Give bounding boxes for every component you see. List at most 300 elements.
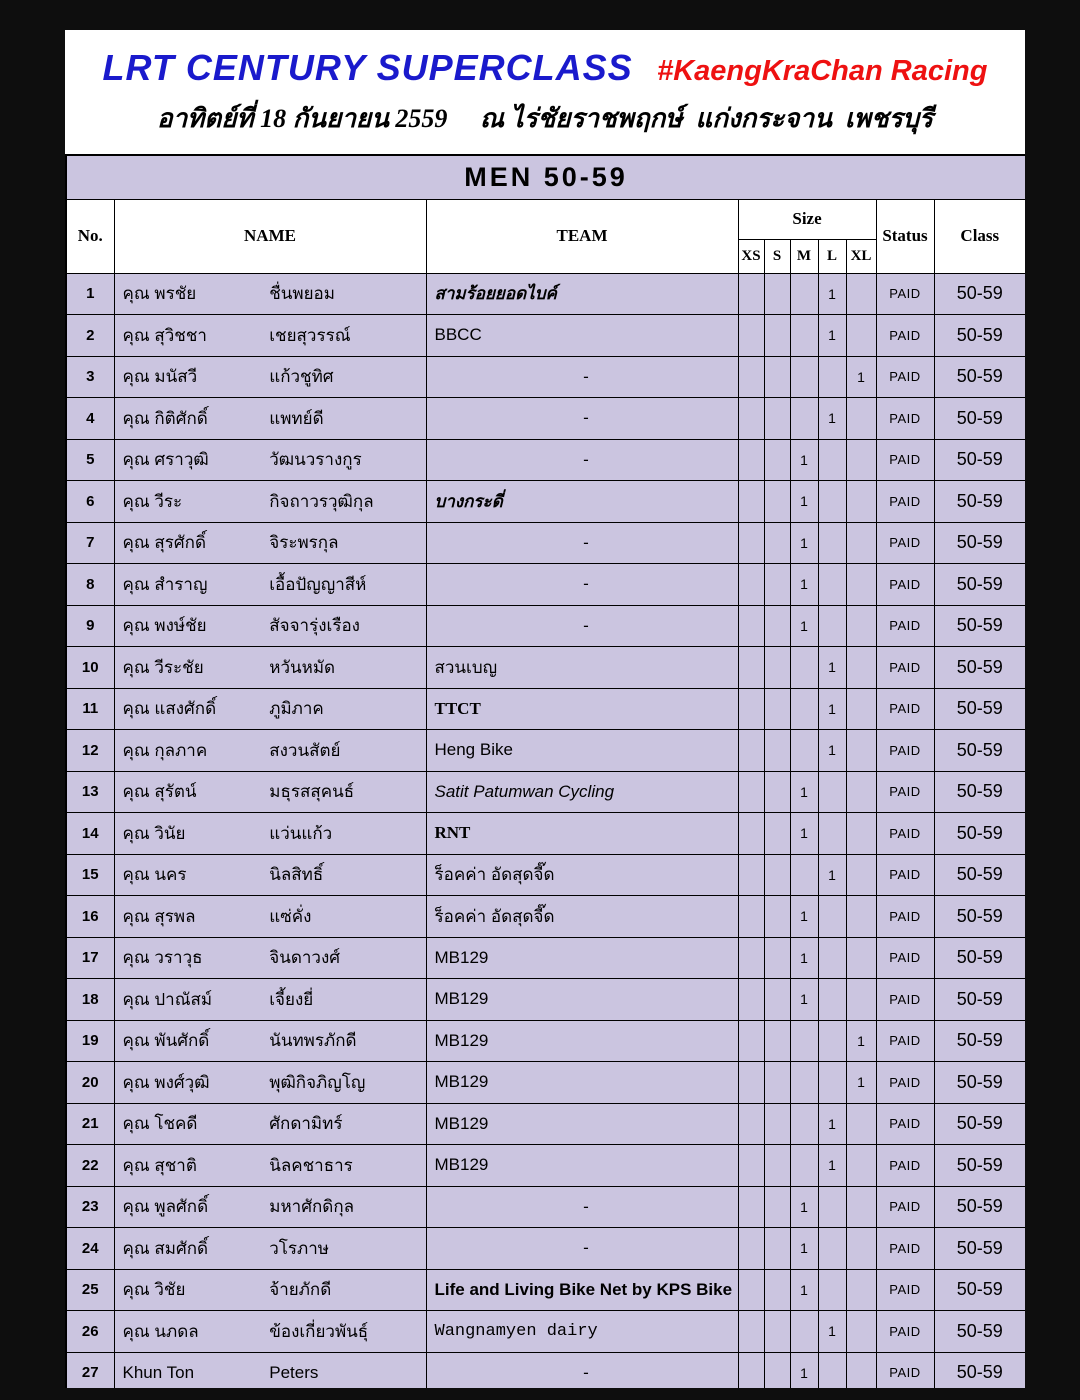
size-m-cell xyxy=(790,273,818,315)
row-number: 3 xyxy=(66,356,114,398)
column-header-size-xl: XL xyxy=(846,239,876,273)
rider-name-cell xyxy=(114,605,426,647)
rider-first-name: คุณ วีระ xyxy=(122,491,183,511)
size-xl-cell: 1 xyxy=(846,1062,876,1104)
size-m-cell: 1 xyxy=(790,771,818,813)
rider-name-cell xyxy=(114,1186,426,1228)
class-cell: 50-59 xyxy=(934,1311,1025,1353)
rider-last-name: ชื่นพยอม xyxy=(269,284,335,304)
row-number: 14 xyxy=(66,813,114,855)
size-l-cell xyxy=(818,605,846,647)
size-s-cell xyxy=(764,398,790,440)
category-header-row xyxy=(66,155,1025,199)
status-cell: PAID xyxy=(876,1228,934,1270)
rider-first-name: คุณ พงศ์วุฒิ xyxy=(122,1072,210,1092)
size-xs-cell xyxy=(738,1352,764,1388)
size-s-cell xyxy=(764,1186,790,1228)
team-cell: - xyxy=(426,1228,738,1270)
size-xl-cell xyxy=(846,1311,876,1353)
rider-name-cell xyxy=(114,730,426,772)
status-cell: PAID xyxy=(876,730,934,772)
status-cell: PAID xyxy=(876,896,934,938)
class-cell: 50-59 xyxy=(934,1020,1025,1062)
size-m-cell: 1 xyxy=(790,1269,818,1311)
row-number: 13 xyxy=(66,771,114,813)
size-xl-cell xyxy=(846,813,876,855)
size-xs-cell xyxy=(738,730,764,772)
size-s-cell xyxy=(764,1228,790,1270)
size-l-cell xyxy=(818,481,846,523)
size-l-cell xyxy=(818,1269,846,1311)
size-xs-cell xyxy=(738,356,764,398)
size-l-cell: 1 xyxy=(818,688,846,730)
rider-last-name: พุฒิกิจภิญโญ xyxy=(269,1072,366,1092)
team-cell: - xyxy=(426,605,738,647)
size-l-cell: 1 xyxy=(818,1103,846,1145)
column-header-no: No. xyxy=(66,199,114,273)
status-cell: PAID xyxy=(876,356,934,398)
rider-first-name: คุณ กุลภาค xyxy=(122,740,208,760)
column-header-status: Status xyxy=(876,199,934,273)
size-m-cell xyxy=(790,315,818,357)
size-l-cell xyxy=(818,771,846,813)
row-number: 5 xyxy=(66,439,114,481)
rider-last-name: มหาศักดิกุล xyxy=(269,1197,355,1217)
size-s-cell xyxy=(764,605,790,647)
row-number: 23 xyxy=(66,1186,114,1228)
size-s-cell xyxy=(764,1062,790,1104)
team-cell: Wangnamyen dairy xyxy=(426,1311,738,1353)
column-header-size-xs: XS xyxy=(738,239,764,273)
rider-last-name: จ้ายภักดี xyxy=(269,1280,332,1300)
size-s-cell xyxy=(764,564,790,606)
team-cell: - xyxy=(426,522,738,564)
size-s-cell xyxy=(764,1352,790,1388)
row-number: 12 xyxy=(66,730,114,772)
column-header-name: NAME xyxy=(114,199,426,273)
status-cell: PAID xyxy=(876,1145,934,1187)
status-cell: PAID xyxy=(876,398,934,440)
rider-last-name: สงวนสัตย์ xyxy=(269,740,341,760)
status-cell: PAID xyxy=(876,605,934,647)
team-cell: ร็อคค่า อัดสุดจี๊ด xyxy=(426,854,738,896)
size-xl-cell xyxy=(846,647,876,689)
rider-name-cell xyxy=(114,854,426,896)
rider-first-name: คุณ พรชัย xyxy=(122,284,197,304)
column-header-size-s: S xyxy=(764,239,790,273)
page-title xyxy=(65,46,1025,98)
team-cell: - xyxy=(426,439,738,481)
rider-name-cell xyxy=(114,1269,426,1311)
status-cell: PAID xyxy=(876,564,934,606)
status-cell: PAID xyxy=(876,1103,934,1145)
row-number: 20 xyxy=(66,1062,114,1104)
team-cell: TTCT xyxy=(426,688,738,730)
rider-name-cell xyxy=(114,398,426,440)
row-number: 19 xyxy=(66,1020,114,1062)
class-cell: 50-59 xyxy=(934,1103,1025,1145)
row-number: 6 xyxy=(66,481,114,523)
size-s-cell xyxy=(764,1145,790,1187)
rider-name-cell xyxy=(114,1062,426,1104)
size-s-cell xyxy=(764,647,790,689)
size-xl-cell xyxy=(846,398,876,440)
class-cell: 50-59 xyxy=(934,522,1025,564)
row-number: 18 xyxy=(66,979,114,1021)
rider-last-name: หวันหมัด xyxy=(269,657,336,677)
row-number: 2 xyxy=(66,315,114,357)
table-row xyxy=(66,1228,1025,1270)
row-number: 1 xyxy=(66,273,114,315)
size-s-cell xyxy=(764,937,790,979)
status-cell: PAID xyxy=(876,315,934,357)
team-cell: MB129 xyxy=(426,1103,738,1145)
table-row xyxy=(66,356,1025,398)
class-cell: 50-59 xyxy=(934,1145,1025,1187)
team-cell: Heng Bike xyxy=(426,730,738,772)
rider-name-cell xyxy=(114,1311,426,1353)
status-cell: PAID xyxy=(876,688,934,730)
status-cell: PAID xyxy=(876,979,934,1021)
rider-first-name: คุณ มนัสวี xyxy=(122,367,198,387)
column-header-row xyxy=(66,199,1025,239)
rider-name-cell xyxy=(114,356,426,398)
row-number: 10 xyxy=(66,647,114,689)
size-l-cell xyxy=(818,1186,846,1228)
size-l-cell xyxy=(818,356,846,398)
size-xs-cell xyxy=(738,522,764,564)
team-cell: - xyxy=(426,398,738,440)
rider-first-name: คุณ วีระชัย xyxy=(122,657,204,677)
size-s-cell xyxy=(764,273,790,315)
rider-name-cell xyxy=(114,564,426,606)
event-date-location: อาทิตย์ที่ 18 กันยายน 2559 ณ ไร่ชัยราชพฤกษ์ แก่งกระจาน เพชรบุรี xyxy=(156,104,934,133)
class-cell: 50-59 xyxy=(934,896,1025,938)
table-row xyxy=(66,439,1025,481)
rider-first-name: คุณ นคร xyxy=(122,865,187,885)
rider-name-cell xyxy=(114,813,426,855)
rider-first-name: คุณ สมศักดิ์ xyxy=(122,1238,209,1258)
rider-last-name: แซ่คั่ง xyxy=(269,906,312,926)
size-l-cell xyxy=(818,896,846,938)
size-xl-cell xyxy=(846,688,876,730)
rider-last-name: นิลสิทธิ์ xyxy=(269,865,324,885)
rider-first-name: คุณ พันศักดิ์ xyxy=(122,1031,210,1051)
rider-last-name: ศักดามิทร์ xyxy=(269,1114,343,1134)
size-l-cell: 1 xyxy=(818,273,846,315)
row-number: 24 xyxy=(66,1228,114,1270)
table-row xyxy=(66,398,1025,440)
class-cell: 50-59 xyxy=(934,854,1025,896)
size-m-cell xyxy=(790,1311,818,1353)
rider-last-name: จินดาวงศ์ xyxy=(269,948,341,968)
status-cell: PAID xyxy=(876,1020,934,1062)
status-cell: PAID xyxy=(876,1311,934,1353)
size-l-cell: 1 xyxy=(818,398,846,440)
team-cell: - xyxy=(426,1352,738,1388)
rider-first-name: คุณ โชคดี xyxy=(122,1114,198,1134)
rider-last-name: Peters xyxy=(269,1362,319,1382)
size-s-cell xyxy=(764,1269,790,1311)
table-row xyxy=(66,730,1025,772)
size-s-cell xyxy=(764,730,790,772)
class-cell: 50-59 xyxy=(934,730,1025,772)
size-xs-cell xyxy=(738,398,764,440)
rider-last-name: จิระพรกุล xyxy=(269,533,339,553)
rider-last-name: นันทพรภักดี xyxy=(269,1031,357,1051)
size-xl-cell xyxy=(846,1186,876,1228)
rider-name-cell xyxy=(114,1352,426,1388)
rider-first-name: คุณ นภดล xyxy=(122,1321,199,1341)
table-row xyxy=(66,854,1025,896)
rider-first-name: คุณ สำราญ xyxy=(122,574,208,594)
status-cell: PAID xyxy=(876,771,934,813)
size-xs-cell xyxy=(738,979,764,1021)
class-cell: 50-59 xyxy=(934,356,1025,398)
size-s-cell xyxy=(764,1020,790,1062)
table-row xyxy=(66,605,1025,647)
size-xl-cell xyxy=(846,1352,876,1388)
team-cell: - xyxy=(426,356,738,398)
rider-name-cell xyxy=(114,647,426,689)
size-xs-cell xyxy=(738,1186,764,1228)
size-m-cell: 1 xyxy=(790,937,818,979)
size-xs-cell xyxy=(738,481,764,523)
size-xl-cell: 1 xyxy=(846,356,876,398)
team-cell: ร็อคค่า อัดสุดจี๊ด xyxy=(426,896,738,938)
rider-first-name: คุณ วิชัย xyxy=(122,1280,186,1300)
table-row xyxy=(66,564,1025,606)
size-xs-cell xyxy=(738,1103,764,1145)
rider-name-cell xyxy=(114,481,426,523)
document-page xyxy=(65,30,1025,1388)
table-row xyxy=(66,1352,1025,1388)
class-cell: 50-59 xyxy=(934,1186,1025,1228)
team-cell: Satit Patumwan Cycling xyxy=(426,771,738,813)
size-m-cell xyxy=(790,854,818,896)
column-header-size: Size xyxy=(738,199,876,239)
size-l-cell xyxy=(818,522,846,564)
size-xl-cell xyxy=(846,1145,876,1187)
size-m-cell: 1 xyxy=(790,481,818,523)
class-cell: 50-59 xyxy=(934,1269,1025,1311)
rider-name-cell xyxy=(114,896,426,938)
race-hashtag: #KaengKraChan Racing xyxy=(657,55,988,87)
status-cell: PAID xyxy=(876,854,934,896)
size-s-cell xyxy=(764,481,790,523)
table-row xyxy=(66,647,1025,689)
size-xs-cell xyxy=(738,896,764,938)
rider-name-cell xyxy=(114,1103,426,1145)
size-l-cell xyxy=(818,564,846,606)
table-row xyxy=(66,522,1025,564)
class-cell: 50-59 xyxy=(934,1062,1025,1104)
size-m-cell: 1 xyxy=(790,605,818,647)
size-s-cell xyxy=(764,896,790,938)
category-title: MEN 50-59 xyxy=(66,155,1025,199)
rider-name-cell xyxy=(114,937,426,979)
race-title: LRT CENTURY SUPERCLASS xyxy=(102,47,633,88)
size-xs-cell xyxy=(738,688,764,730)
rider-last-name: แว่นแก้ว xyxy=(269,823,333,843)
size-xl-cell: 1 xyxy=(846,1020,876,1062)
class-cell: 50-59 xyxy=(934,813,1025,855)
size-m-cell xyxy=(790,1020,818,1062)
size-s-cell xyxy=(764,771,790,813)
status-cell: PAID xyxy=(876,647,934,689)
team-cell: - xyxy=(426,564,738,606)
rider-name-cell xyxy=(114,1020,426,1062)
size-l-cell xyxy=(818,937,846,979)
rider-name-cell xyxy=(114,439,426,481)
size-xs-cell xyxy=(738,771,764,813)
team-cell: MB129 xyxy=(426,1062,738,1104)
size-l-cell xyxy=(818,1062,846,1104)
team-cell: BBCC xyxy=(426,315,738,357)
class-cell: 50-59 xyxy=(934,398,1025,440)
size-xs-cell xyxy=(738,564,764,606)
rider-first-name: คุณ สุวิชชา xyxy=(122,325,207,345)
size-m-cell: 1 xyxy=(790,979,818,1021)
size-m-cell: 1 xyxy=(790,813,818,855)
rider-last-name: เจี้ยงยี่ xyxy=(269,989,314,1009)
table-row xyxy=(66,896,1025,938)
rider-first-name: คุณ สุรศักดิ์ xyxy=(122,533,206,553)
size-l-cell xyxy=(818,439,846,481)
column-header-class: Class xyxy=(934,199,1025,273)
table-row xyxy=(66,1020,1025,1062)
class-cell: 50-59 xyxy=(934,1228,1025,1270)
size-m-cell xyxy=(790,688,818,730)
size-s-cell xyxy=(764,813,790,855)
rider-name-cell xyxy=(114,1228,426,1270)
rider-first-name: คุณ พงษ์ชัย xyxy=(122,616,207,636)
size-xs-cell xyxy=(738,854,764,896)
size-xs-cell xyxy=(738,439,764,481)
rider-name-cell xyxy=(114,771,426,813)
size-xl-cell xyxy=(846,771,876,813)
row-number: 22 xyxy=(66,1145,114,1187)
class-cell: 50-59 xyxy=(934,273,1025,315)
rider-name-cell xyxy=(114,315,426,357)
size-xs-cell xyxy=(738,1020,764,1062)
status-cell: PAID xyxy=(876,439,934,481)
class-cell: 50-59 xyxy=(934,688,1025,730)
team-cell: MB129 xyxy=(426,937,738,979)
size-m-cell: 1 xyxy=(790,1186,818,1228)
size-m-cell: 1 xyxy=(790,522,818,564)
table-row xyxy=(66,315,1025,357)
table-row xyxy=(66,1145,1025,1187)
team-cell: สามร้อยยอดไบค์ xyxy=(426,273,738,315)
size-m-cell xyxy=(790,1062,818,1104)
status-cell: PAID xyxy=(876,813,934,855)
rider-first-name: คุณ วราวุธ xyxy=(122,948,203,968)
table-body xyxy=(66,273,1025,1388)
rider-last-name: เชยสุวรรณ์ xyxy=(269,325,351,345)
team-cell: บางกระดี่ xyxy=(426,481,738,523)
class-cell: 50-59 xyxy=(934,647,1025,689)
rider-first-name: คุณ สุรพล xyxy=(122,906,196,926)
size-xl-cell xyxy=(846,854,876,896)
size-m-cell xyxy=(790,647,818,689)
size-m-cell: 1 xyxy=(790,1352,818,1388)
status-cell: PAID xyxy=(876,1269,934,1311)
size-m-cell: 1 xyxy=(790,439,818,481)
status-cell: PAID xyxy=(876,481,934,523)
size-s-cell xyxy=(764,854,790,896)
table-row xyxy=(66,813,1025,855)
column-header-team: TEAM xyxy=(426,199,738,273)
rider-last-name: แพทย์ดี xyxy=(269,408,324,428)
table-row xyxy=(66,979,1025,1021)
size-l-cell xyxy=(818,813,846,855)
table-row xyxy=(66,937,1025,979)
team-cell: สวนเบญ xyxy=(426,647,738,689)
class-cell: 50-59 xyxy=(934,979,1025,1021)
size-l-cell xyxy=(818,1352,846,1388)
team-cell: RNT xyxy=(426,813,738,855)
size-xs-cell xyxy=(738,1311,764,1353)
size-xl-cell xyxy=(846,564,876,606)
size-s-cell xyxy=(764,1103,790,1145)
size-m-cell xyxy=(790,398,818,440)
status-cell: PAID xyxy=(876,1186,934,1228)
size-m-cell xyxy=(790,730,818,772)
size-m-cell xyxy=(790,356,818,398)
rider-last-name: แก้วชูทิศ xyxy=(269,367,334,387)
team-cell: MB129 xyxy=(426,1020,738,1062)
results-table xyxy=(65,154,1025,1388)
row-number: 21 xyxy=(66,1103,114,1145)
size-s-cell xyxy=(764,688,790,730)
class-cell: 50-59 xyxy=(934,771,1025,813)
class-cell: 50-59 xyxy=(934,564,1025,606)
team-cell: MB129 xyxy=(426,1145,738,1187)
rider-name-cell xyxy=(114,273,426,315)
class-cell: 50-59 xyxy=(934,439,1025,481)
size-l-cell: 1 xyxy=(818,647,846,689)
rider-last-name: นิลคชาธาร xyxy=(269,1155,353,1175)
rider-first-name: คุณ กิติศักดิ์ xyxy=(122,408,208,428)
rider-first-name: คุณ สุชาติ xyxy=(122,1155,197,1175)
status-cell: PAID xyxy=(876,522,934,564)
size-xl-cell xyxy=(846,522,876,564)
table-row xyxy=(66,1269,1025,1311)
size-s-cell xyxy=(764,979,790,1021)
size-xl-cell xyxy=(846,315,876,357)
size-m-cell xyxy=(790,1103,818,1145)
size-s-cell xyxy=(764,1311,790,1353)
size-xl-cell xyxy=(846,1103,876,1145)
size-xl-cell xyxy=(846,1228,876,1270)
size-s-cell xyxy=(764,439,790,481)
rider-first-name: คุณ พูลศักดิ์ xyxy=(122,1197,209,1217)
size-xs-cell xyxy=(738,1269,764,1311)
row-number: 8 xyxy=(66,564,114,606)
rider-first-name: คุณ วินัย xyxy=(122,823,186,843)
column-header-size-m: M xyxy=(790,239,818,273)
size-s-cell xyxy=(764,522,790,564)
size-m-cell: 1 xyxy=(790,564,818,606)
table-row xyxy=(66,273,1025,315)
status-cell: PAID xyxy=(876,937,934,979)
size-xs-cell xyxy=(738,1062,764,1104)
row-number: 25 xyxy=(66,1269,114,1311)
size-xs-cell xyxy=(738,937,764,979)
size-xl-cell xyxy=(846,937,876,979)
size-xs-cell xyxy=(738,605,764,647)
